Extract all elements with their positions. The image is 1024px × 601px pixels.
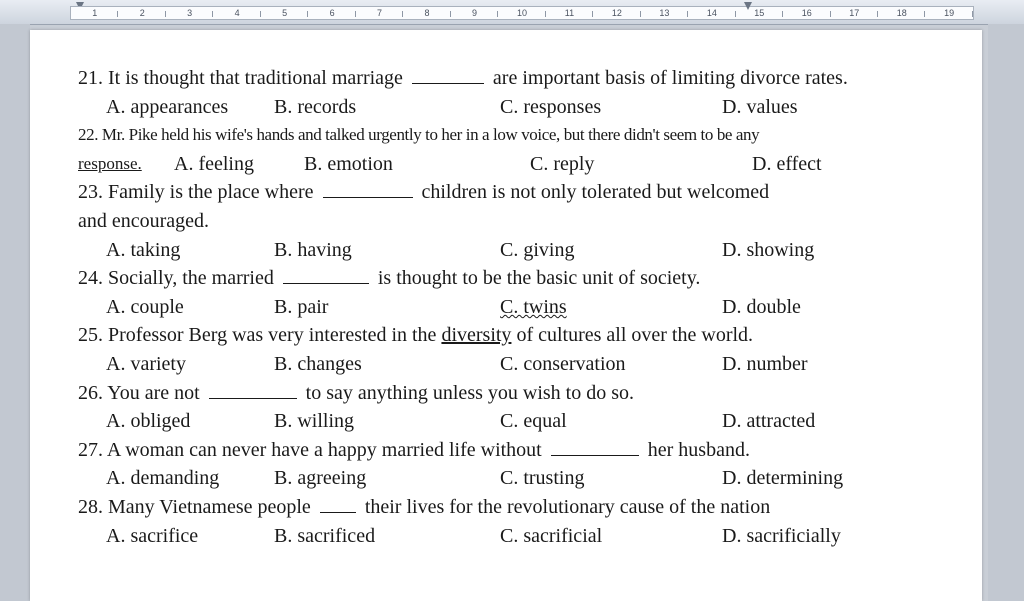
option-b: B. emotion — [304, 152, 393, 175]
ruler-number: 3 — [166, 8, 213, 18]
question-stem: is thought to be the basic unit of society. — [377, 267, 701, 290]
options-26 — [78, 407, 958, 436]
option-b: B. records — [274, 95, 357, 118]
option-a: A. obliged — [106, 410, 191, 433]
option-d: D. attracted — [722, 410, 816, 433]
answer-blank — [323, 183, 413, 198]
ruler-number: 6 — [308, 8, 355, 18]
document-body[interactable] — [78, 64, 958, 550]
ruler-number: 17 — [831, 8, 878, 18]
question-stem: 27. A woman can never have a happy married life without — [78, 438, 542, 461]
option-d: D. determining — [722, 467, 844, 490]
ruler-number: 13 — [641, 8, 688, 18]
option-a: A. couple — [106, 295, 184, 318]
option-d: D. values — [722, 95, 798, 118]
answer-blank — [209, 384, 297, 399]
option-c: C. conservation — [500, 352, 626, 375]
question-stem: 23. Family is the place where — [78, 181, 314, 204]
horizontal-ruler[interactable] — [0, 0, 1024, 25]
answer-blank — [551, 441, 639, 456]
ruler-number: 15 — [736, 8, 783, 18]
options-24 — [78, 293, 958, 322]
options-23 — [78, 236, 958, 265]
options-22 — [78, 150, 958, 179]
ruler-number: 2 — [118, 8, 165, 18]
option-a: A. demanding — [106, 467, 220, 490]
ruler-number: 14 — [688, 8, 735, 18]
option-d: D. effect — [752, 152, 822, 175]
question-stem: children is not only tolerated but welcomed — [421, 181, 770, 204]
option-c: C. equal — [500, 410, 567, 433]
option-d: D. double — [722, 295, 801, 318]
option-a: A. taking — [106, 238, 181, 261]
question-stem: their lives for the revolutionary cause of the nation — [364, 495, 771, 518]
option-c: C. sacrificial — [500, 524, 603, 547]
option-d: D. number — [722, 352, 808, 375]
ruler-number: 18 — [878, 8, 925, 18]
question-28 — [78, 493, 958, 522]
answer-blank — [412, 69, 484, 84]
question-22 — [78, 121, 958, 150]
option-b: B. agreeing — [274, 467, 367, 490]
option-c: C. twins — [500, 295, 567, 318]
option-c: C. reply — [530, 152, 595, 175]
options-21 — [78, 93, 958, 122]
option-b: B. sacrificed — [274, 524, 376, 547]
question-stem: 24. Socially, the married — [78, 267, 274, 290]
options-28 — [78, 522, 958, 551]
question-24 — [78, 264, 958, 293]
underlined-word: response. — [78, 153, 142, 173]
option-d: D. showing — [722, 238, 815, 261]
option-b: B. changes — [274, 352, 362, 375]
question-23 — [78, 178, 958, 207]
document-page[interactable] — [30, 30, 982, 601]
ruler-number: 8 — [403, 8, 450, 18]
left-gutter — [0, 24, 30, 601]
option-c: C. trusting — [500, 467, 585, 490]
option-a: A. appearances — [106, 95, 229, 118]
ruler-number: 5 — [261, 8, 308, 18]
option-a: A. sacrifice — [106, 524, 199, 547]
option-b: B. having — [274, 238, 352, 261]
ruler-number: 11 — [546, 8, 593, 18]
options-27 — [78, 464, 958, 493]
ruler-number: 4 — [213, 8, 260, 18]
question-27 — [78, 436, 958, 465]
question-stem: 28. Many Vietnamese people — [78, 495, 311, 518]
question-stem: and encouraged. — [78, 209, 210, 232]
option-c: C. responses — [500, 95, 602, 118]
question-stem: 26. You are not — [78, 381, 200, 404]
ruler-number: 7 — [356, 8, 403, 18]
option-a: A. variety — [106, 352, 186, 375]
question-25 — [78, 321, 958, 350]
option-b: B. willing — [274, 410, 355, 433]
underlined-word: diversity — [441, 324, 512, 347]
ruler-track — [70, 6, 974, 20]
option-d: D. sacrificially — [722, 524, 841, 547]
question-stem: 25. Professor Berg was very interested in the — [78, 324, 437, 347]
question-23-line2 — [78, 207, 958, 236]
question-26 — [78, 379, 958, 408]
ruler-number: 16 — [783, 8, 830, 18]
question-stem: to say anything unless you wish to do so. — [305, 381, 635, 404]
ruler-number: 9 — [451, 8, 498, 18]
question-stem: are important basis of limiting divorce rates. — [492, 67, 848, 89]
ruler-number: 10 — [498, 8, 545, 18]
question-stem: her husband. — [647, 438, 750, 461]
question-stem: 21. It is thought that traditional marriage — [78, 67, 403, 89]
ruler-number: 19 — [925, 8, 972, 18]
answer-blank — [320, 498, 356, 513]
ruler-number: 1 — [71, 8, 118, 18]
ruler-number: 12 — [593, 8, 640, 18]
answer-blank — [283, 269, 369, 284]
option-c: C. giving — [500, 238, 575, 261]
question-stem: 22. Mr. Pike held his wife's hands and talked urgently to her in a low voice, but there didn't seem to be any — [78, 125, 760, 145]
options-25 — [78, 350, 958, 379]
right-gutter — [988, 24, 1024, 601]
question-21 — [78, 64, 958, 93]
option-a: A. feeling — [174, 152, 254, 175]
question-stem: of cultures all over the world. — [516, 324, 754, 347]
option-b: B. pair — [274, 295, 329, 318]
